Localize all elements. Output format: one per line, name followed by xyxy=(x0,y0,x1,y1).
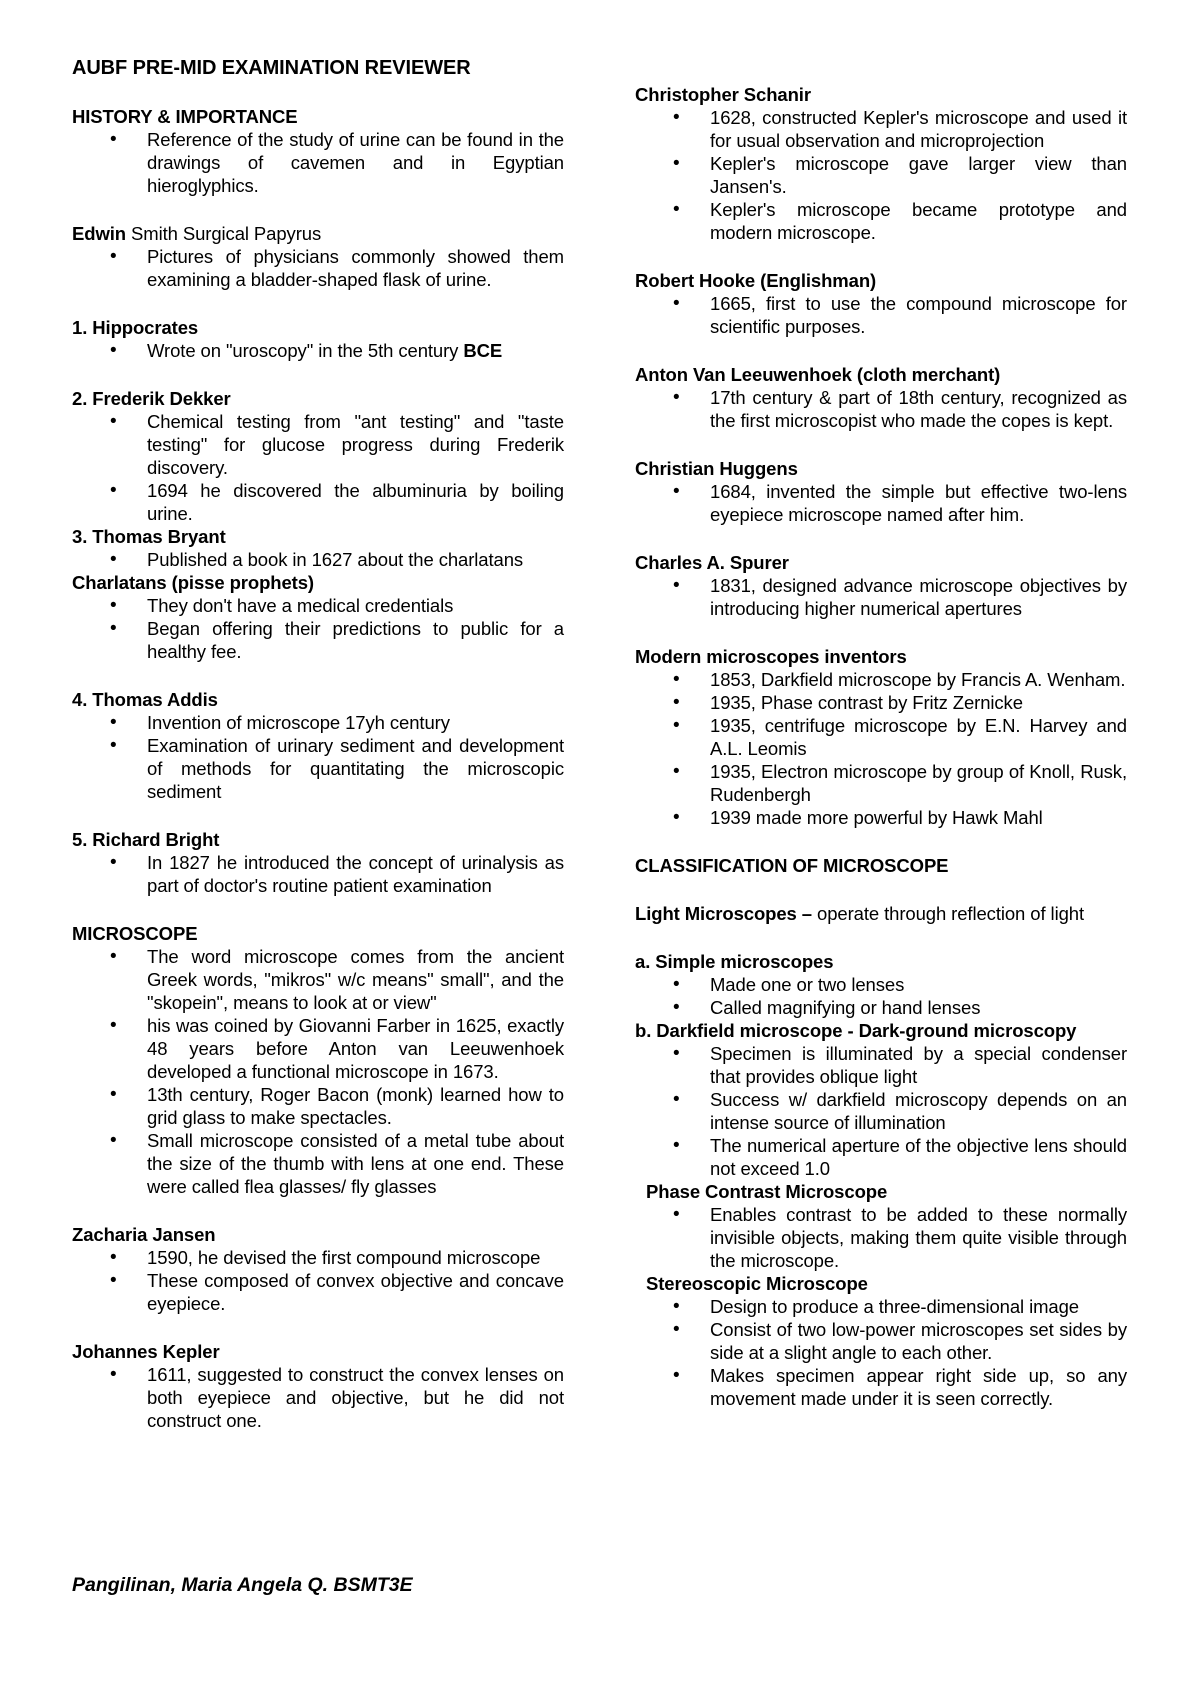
bullet-item xyxy=(635,1042,1127,1088)
bullet-item xyxy=(635,1203,1127,1272)
section-heading: 5. Richard Bright xyxy=(72,829,220,850)
section-heading: MICROSCOPE xyxy=(72,923,198,944)
text-run: 1684, invented the simple but effective two-lens eyepiece microscope named after him. xyxy=(710,481,1127,525)
spacer xyxy=(635,877,1127,902)
section-heading: Robert Hooke (Englishman) xyxy=(635,270,877,291)
bullet-item xyxy=(635,806,1127,829)
bullet-list xyxy=(72,594,564,663)
spacer xyxy=(635,620,1127,645)
doc-title: AUBF PRE-MID EXAMINATION REVIEWER xyxy=(72,57,471,79)
text-run: Invention of microscope 17yh century xyxy=(147,712,450,733)
bullet-item xyxy=(72,1363,564,1432)
bullet-list xyxy=(635,292,1127,338)
bullet-item xyxy=(635,574,1127,620)
bullet-item xyxy=(635,1364,1127,1410)
bullet-list xyxy=(72,711,564,803)
paragraph xyxy=(72,222,564,245)
bullet-item xyxy=(635,1318,1127,1364)
bullet-item xyxy=(72,734,564,803)
bullet-list xyxy=(72,410,564,525)
bullet-item xyxy=(72,410,564,479)
section-heading: Phase Contrast Microscope xyxy=(646,1181,888,1202)
bullet-list xyxy=(72,128,564,197)
section-heading: a. Simple microscopes xyxy=(635,951,834,972)
two-column-layout xyxy=(72,57,1128,1432)
bullet-item xyxy=(635,1088,1127,1134)
spacer xyxy=(635,829,1127,854)
text-run: Made one or two lenses xyxy=(710,974,905,995)
section-heading: Christian Huggens xyxy=(635,458,798,479)
text-run: 13th century, Roger Bacon (monk) learned how to grid glass to make spectacles. xyxy=(147,1084,564,1128)
bullet-item xyxy=(635,1134,1127,1180)
column-right xyxy=(635,83,1127,1410)
bullet-list xyxy=(635,480,1127,526)
section-heading: 3. Thomas Bryant xyxy=(72,526,226,547)
bullet-list xyxy=(635,668,1127,829)
text-run: 1665, first to use the compound microscope for scientific purposes. xyxy=(710,293,1127,337)
text-run: 1935, Phase contrast by Fritz Zernicke xyxy=(710,692,1023,713)
text-run: Makes specimen appear right side up, so any movement made under it is seen correctly. xyxy=(710,1365,1127,1409)
text-run: Specimen is illuminated by a special condenser that provides oblique light xyxy=(710,1043,1127,1087)
bullet-item xyxy=(635,691,1127,714)
bullet-item xyxy=(635,668,1127,691)
bullet-list xyxy=(635,1042,1127,1180)
spacer xyxy=(635,338,1127,363)
bullet-list xyxy=(72,945,564,1198)
section-heading: b. Darkfield microscope - Dark-ground microscopy xyxy=(635,1020,1077,1041)
section-heading: 2. Frederik Dekker xyxy=(72,388,231,409)
spacer xyxy=(72,1315,564,1340)
section-heading: Charlatans (pisse prophets) xyxy=(72,572,314,593)
section-heading: Zacharia Jansen xyxy=(72,1224,216,1245)
bullet-item xyxy=(72,548,564,571)
spacer xyxy=(72,897,564,922)
text-run: 1590, he devised the first compound microscope xyxy=(147,1247,541,1268)
text-run: 1694 he discovered the albuminuria by boiling urine. xyxy=(147,480,564,524)
bullet-item xyxy=(72,1083,564,1129)
paragraph xyxy=(635,902,1127,925)
section-heading: Anton Van Leeuwenhoek (cloth merchant) xyxy=(635,364,1001,385)
bullet-item xyxy=(635,292,1127,338)
section-heading: 4. Thomas Addis xyxy=(72,689,218,710)
spacer xyxy=(635,526,1127,551)
text-run: Small microscope consisted of a metal tube about the size of the thumb with lens at one end. These were called flea glasses/ fly glasses xyxy=(147,1130,564,1197)
text-run: Chemical testing from "ant testing" and "taste testing" for glucose progress during Frederik discovery. xyxy=(147,411,564,478)
spacer xyxy=(635,925,1127,950)
section-heading: Stereoscopic Microscope xyxy=(646,1273,868,1294)
text-run: They don't have a medical credentials xyxy=(147,595,454,616)
text-run: his was coined by Giovanni Farber in 1625, exactly 48 years before Anton van Leeuwenhoek developed a functional microscope in 1673. xyxy=(147,1015,564,1082)
text-run: 1628, constructed Kepler's microscope and used it for usual observation and microprojection xyxy=(710,107,1127,151)
text-run: 1935, Electron microscope by group of Knoll, Rusk, Rudenbergh xyxy=(710,761,1127,805)
bullet-item xyxy=(72,128,564,197)
footer-author: Pangilinan, Maria Angela Q. BSMT3E xyxy=(72,1574,413,1596)
spacer xyxy=(72,197,564,222)
spacer xyxy=(72,362,564,387)
section-heading: Modern microscopes inventors xyxy=(635,646,907,667)
text-run: Examination of urinary sediment and development of methods for quantitating the microscopic sediment xyxy=(147,735,564,802)
column-left xyxy=(72,57,564,1432)
bullet-item xyxy=(635,106,1127,152)
bullet-list xyxy=(72,548,564,571)
bullet-list xyxy=(72,339,564,362)
bullet-item xyxy=(635,760,1127,806)
section-heading: CLASSIFICATION OF MICROSCOPE xyxy=(635,855,949,876)
spacer xyxy=(72,803,564,828)
bold-text-run: BCE xyxy=(463,340,503,361)
section-heading: Christopher Schanir xyxy=(635,84,811,105)
text-run: Success w/ darkfield microscopy depends on an intense source of illumination xyxy=(710,1089,1127,1133)
bullet-item xyxy=(635,714,1127,760)
bullet-list xyxy=(635,106,1127,244)
bullet-item xyxy=(635,973,1127,996)
bullet-item xyxy=(72,479,564,525)
bullet-item xyxy=(72,245,564,291)
bullet-item xyxy=(635,152,1127,198)
text-run: Design to produce a three-dimensional image xyxy=(710,1296,1079,1317)
bullet-item xyxy=(72,851,564,897)
bold-text-run: Light Microscopes – xyxy=(635,903,818,924)
bullet-item xyxy=(635,996,1127,1019)
bullet-item xyxy=(635,198,1127,244)
bullet-item xyxy=(72,1014,564,1083)
spacer xyxy=(72,291,564,316)
bullet-list xyxy=(635,1295,1127,1410)
bullet-item xyxy=(72,1129,564,1198)
text-run: Pictures of physicians commonly showed them examining a bladder-shaped flask of urine. xyxy=(147,246,564,290)
bullet-list xyxy=(72,851,564,897)
bullet-item xyxy=(72,594,564,617)
text-run: Consist of two low-power microscopes set sides by side at a slight angle to each other. xyxy=(710,1319,1127,1363)
bullet-item xyxy=(72,1246,564,1269)
bullet-item xyxy=(635,386,1127,432)
bullet-list xyxy=(635,574,1127,620)
bold-text-run: Edwin xyxy=(72,223,126,244)
text-run: 1939 made more powerful by Hawk Mahl xyxy=(710,807,1043,828)
section-heading: Charles A. Spurer xyxy=(635,552,789,573)
text-run: Wrote on "uroscopy" in the 5th century xyxy=(147,340,464,361)
text-run: 1935, centrifuge microscope by E.N. Harvey and A.L. Leomis xyxy=(710,715,1127,759)
bullet-list xyxy=(635,1203,1127,1272)
bullet-item xyxy=(635,1295,1127,1318)
bullet-list xyxy=(72,1246,564,1315)
bullet-list xyxy=(635,386,1127,432)
text-run: Called magnifying or hand lenses xyxy=(710,997,981,1018)
section-heading: HISTORY & IMPORTANCE xyxy=(72,106,298,127)
spacer xyxy=(72,663,564,688)
text-run: Reference of the study of urine can be found in the drawings of cavemen and in Egyptian hieroglyphics. xyxy=(147,129,564,196)
section-heading: Johannes Kepler xyxy=(72,1341,220,1362)
bullet-item xyxy=(635,480,1127,526)
text-run: 1611, suggested to construct the convex lenses on both eyepiece and objective, but he did not construct one. xyxy=(147,1364,564,1431)
text-run: Kepler's microscope became prototype and modern microscope. xyxy=(710,199,1127,243)
bullet-list xyxy=(72,245,564,291)
text-run: The numerical aperture of the objective lens should not exceed 1.0 xyxy=(710,1135,1127,1179)
text-run: Enables contrast to be added to these normally invisible objects, making them quite visible through the microscope. xyxy=(710,1204,1127,1271)
bullet-list xyxy=(72,1363,564,1432)
spacer xyxy=(72,1198,564,1223)
bullet-item xyxy=(72,617,564,663)
bullet-item xyxy=(72,945,564,1014)
bullet-item xyxy=(72,711,564,734)
spacer xyxy=(635,432,1127,457)
text-run: Published a book in 1627 about the charlatans xyxy=(147,549,524,570)
text-run: 17th century & part of 18th century, recognized as the first microscopist who made the copes is kept. xyxy=(710,387,1127,431)
text-run: The word microscope comes from the ancient Greek words, "mikros" w/c means" small", and the "skopein", means to look at or view" xyxy=(147,946,564,1013)
text-run: operate through reflection of light xyxy=(817,903,1084,924)
text-run: Began offering their predictions to public for a healthy fee. xyxy=(147,618,564,662)
text-run: In 1827 he introduced the concept of urinalysis as part of doctor's routine patient examination xyxy=(147,852,564,896)
spacer xyxy=(72,80,564,105)
bullet-item xyxy=(72,1269,564,1315)
spacer xyxy=(635,244,1127,269)
bullet-list xyxy=(635,973,1127,1019)
text-run: Kepler's microscope gave larger view than Jansen's. xyxy=(710,153,1127,197)
section-heading: 1. Hippocrates xyxy=(72,317,199,338)
text-run: 1831, designed advance microscope objectives by introducing higher numerical apertures xyxy=(710,575,1127,619)
text-run: 1853, Darkfield microscope by Francis A. Wenham. xyxy=(710,669,1126,690)
bullet-item xyxy=(72,339,564,362)
text-run: These composed of convex objective and concave eyepiece. xyxy=(147,1270,564,1314)
text-run: Smith Surgical Papyrus xyxy=(125,223,322,244)
